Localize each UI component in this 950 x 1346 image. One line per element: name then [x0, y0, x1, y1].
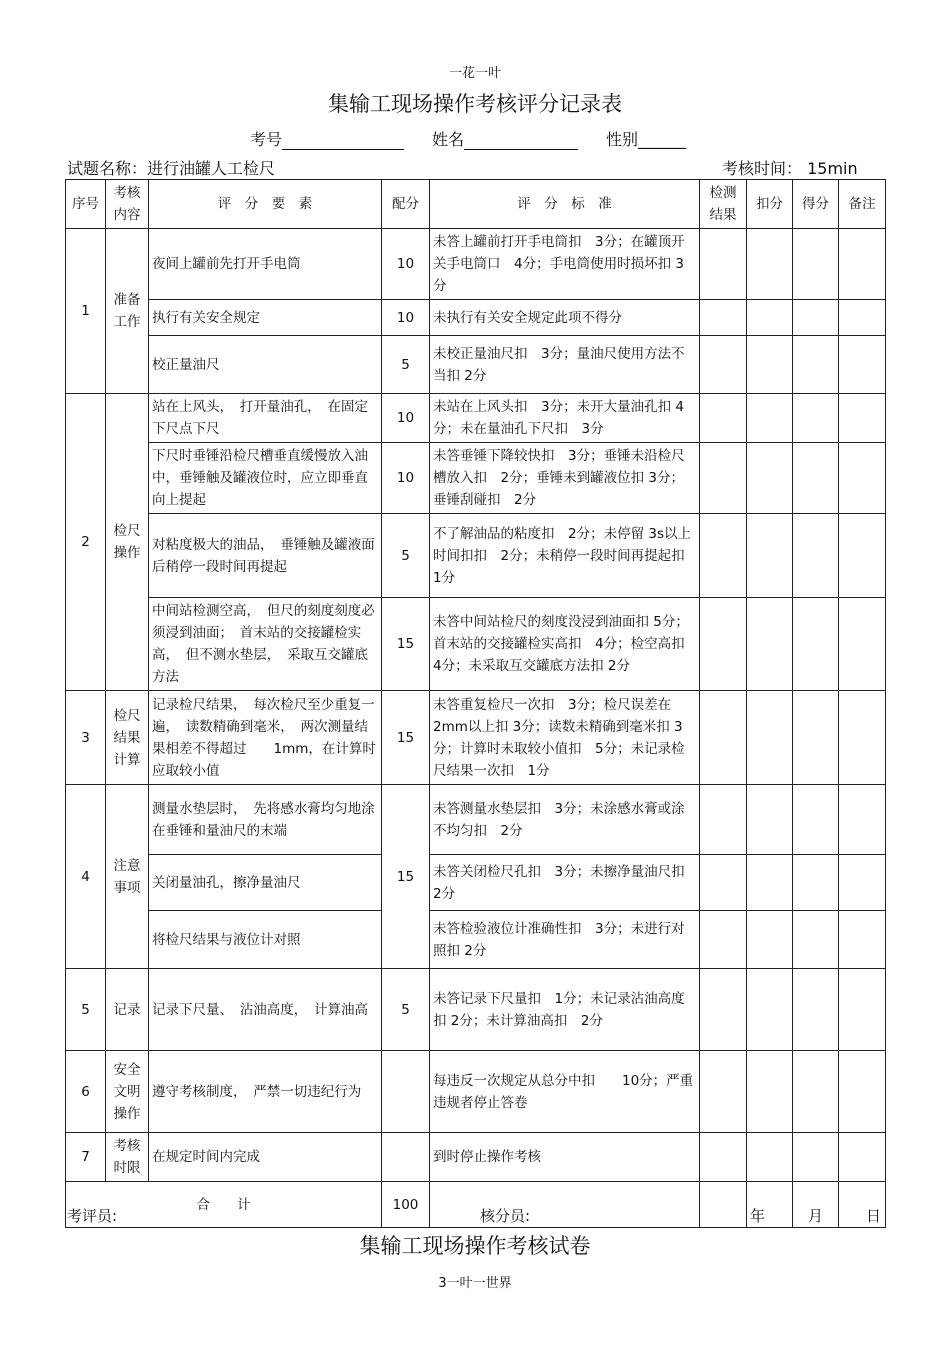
row-points: 10: [382, 394, 430, 443]
row-seq: 4: [66, 785, 106, 969]
row-standard: 未执行有关安全规定此项不得分: [430, 300, 700, 336]
row-standard: 未答垂锤下降较快扣 3分；垂锤未沿检尺槽放入扣 2分；垂锤未到罐液位扣 3分；垂锤刮碰扣 2分: [430, 443, 700, 514]
remark-cell[interactable]: [839, 598, 886, 691]
subject-title: 试题名称：进行油罐人工检尺: [67, 159, 276, 178]
result-cell[interactable]: [700, 1182, 747, 1228]
row-points: 5: [382, 514, 430, 598]
name-field: [432, 127, 578, 150]
year-label: 年: [750, 1207, 766, 1225]
row-element: 关闭量油孔，擦净量油尺: [149, 855, 382, 911]
deduct-cell[interactable]: [747, 229, 793, 300]
row-points: 10: [382, 443, 430, 514]
score-cell[interactable]: [793, 514, 839, 598]
remark-cell[interactable]: [839, 443, 886, 514]
time-limit: 考核时间： 15min: [722, 159, 858, 178]
header-points: 配分: [382, 180, 430, 229]
row-seq: 3: [66, 691, 106, 785]
deduct-cell[interactable]: [747, 691, 793, 785]
row-points: 10: [382, 300, 430, 336]
day-label: 日: [866, 1207, 882, 1225]
row-element: 在规定时间内完成: [149, 1133, 382, 1182]
table-row: [66, 514, 886, 598]
row-element: 测量水垫层时， 先将感水膏均匀地涂在垂锤和量油尺的末端: [149, 785, 382, 855]
result-cell[interactable]: [700, 855, 747, 911]
row-standard: 未答关闭检尺孔扣 3分；未擦净量油尺扣 2分: [430, 855, 700, 911]
header-result: 检测结果: [700, 180, 747, 229]
row-points: [382, 1051, 430, 1133]
row-points: 10: [382, 229, 430, 300]
header-elements: 评 分 要 素: [149, 180, 382, 229]
score-cell[interactable]: [793, 691, 839, 785]
row-seq: 7: [66, 1133, 106, 1182]
checker-label: 核分员:: [480, 1207, 531, 1225]
table-row: [66, 443, 886, 514]
header-remark: 备注: [839, 180, 886, 229]
total-points: 100: [382, 1182, 430, 1228]
table-row: [66, 336, 886, 394]
table-row: [66, 300, 886, 336]
examiner-label: 考评员:: [67, 1207, 118, 1225]
remark-cell[interactable]: [839, 785, 886, 855]
result-cell[interactable]: [700, 514, 747, 598]
remark-cell[interactable]: [839, 300, 886, 336]
table-row: [66, 855, 886, 911]
row-element: 站在上风头， 打开量油孔， 在固定下尺点下尺: [149, 394, 382, 443]
result-cell[interactable]: [700, 1051, 747, 1133]
result-cell[interactable]: [700, 785, 747, 855]
row-content: 检尺结果计算: [106, 691, 149, 785]
deduct-cell[interactable]: [747, 394, 793, 443]
deduct-cell[interactable]: [747, 336, 793, 394]
row-standard: 未答检验液位计准确性扣 3分；未进行对照扣 2分: [430, 911, 700, 969]
remark-cell[interactable]: [839, 514, 886, 598]
score-cell[interactable]: [793, 855, 839, 911]
row-content: 检尺操作: [106, 394, 149, 691]
remark-cell[interactable]: [839, 911, 886, 969]
row-element: 夜间上罐前先打开手电筒: [149, 229, 382, 300]
table-row: [66, 394, 886, 443]
result-cell[interactable]: [700, 598, 747, 691]
row-element: 中间站检测空高， 但尺的刻度刻度必须浸到油面； 首末站的交接罐检实高， 但不测水垫层， 采取互交罐底方法: [149, 598, 382, 691]
result-cell[interactable]: [700, 691, 747, 785]
deduct-cell[interactable]: [747, 598, 793, 691]
deduct-cell[interactable]: [747, 785, 793, 855]
score-cell[interactable]: [793, 911, 839, 969]
row-seq: 6: [66, 1051, 106, 1133]
month-label: 月: [808, 1207, 824, 1225]
row-standard: 未答中间站检尺的刻度没浸到油面扣 5分；首末站的交接罐检实高扣 4分；检空高扣 4分；未采取互交罐底方法扣 2分: [430, 598, 700, 691]
header-deduct: 扣分: [747, 180, 793, 229]
row-element: 下尺时垂锤沿检尺槽垂直缓慢放入油中，垂锤触及罐液位时，应立即垂直向上提起: [149, 443, 382, 514]
score-cell[interactable]: [793, 969, 839, 1051]
row-content: 记录: [106, 969, 149, 1051]
table-row: [66, 229, 886, 300]
row-seq: 1: [66, 229, 106, 394]
result-cell[interactable]: [700, 969, 747, 1051]
page-header-note: 一花一叶: [448, 66, 501, 81]
remark-cell[interactable]: [839, 1133, 886, 1182]
row-points: 15: [382, 785, 430, 969]
remark-cell[interactable]: [839, 855, 886, 911]
table-row: [66, 1051, 886, 1133]
page-footer-note: 3一叶一世界: [438, 1276, 512, 1291]
table-row: [66, 969, 886, 1051]
header-content: 考核内容: [106, 180, 149, 229]
header-seq: 序号: [66, 180, 106, 229]
row-standard: 未答重复检尺一次扣 3分；检尺误差在 2mm以上扣 3分；读数未精确到毫米扣 3分；计算时未取较小值扣 5分；未记录检尺结果一次扣 1分: [430, 691, 700, 785]
row-points: [382, 1133, 430, 1182]
remark-cell[interactable]: [839, 229, 886, 300]
result-cell[interactable]: [700, 443, 747, 514]
row-content: 安全文明操作: [106, 1051, 149, 1133]
deduct-cell[interactable]: [747, 1051, 793, 1133]
row-standard: 未站在上风头扣 3分；未开大量油孔扣 4分；未在量油孔下尺扣 3分: [430, 394, 700, 443]
deduct-cell[interactable]: [747, 911, 793, 969]
row-standard: 未答记录下尺量扣 1分；未记录沾油高度扣 2分；未计算油高扣 2分: [430, 969, 700, 1051]
deduct-cell[interactable]: [747, 969, 793, 1051]
header-standard: 评 分 标 准: [430, 180, 700, 229]
row-element: 遵守考核制度， 严禁一切违纪行为: [149, 1051, 382, 1133]
score-cell[interactable]: [793, 229, 839, 300]
exam-paper-title: 集输工现场操作考核试卷: [359, 1234, 591, 1258]
total-label: 合 计: [66, 1182, 382, 1228]
row-standard: 未校正量油尺扣 3分；量油尺使用方法不当扣 2分: [430, 336, 700, 394]
row-content: 注意事项: [106, 785, 149, 969]
remark-cell[interactable]: [839, 969, 886, 1051]
total-standard-cell: [430, 1182, 700, 1228]
name-blank: [464, 133, 578, 150]
deduct-cell[interactable]: [747, 855, 793, 911]
exam-number-field: [250, 127, 404, 150]
score-cell[interactable]: [793, 785, 839, 855]
score-cell[interactable]: [793, 1051, 839, 1133]
row-element: 对粘度极大的油品， 垂锤触及罐液面后稍停一段时间再提起: [149, 514, 382, 598]
exam-number-label: 考号: [250, 130, 283, 149]
header-score: 得分: [793, 180, 839, 229]
deduct-cell[interactable]: [747, 514, 793, 598]
row-points: 15: [382, 691, 430, 785]
result-cell[interactable]: [700, 336, 747, 394]
row-content: 准备工作: [106, 229, 149, 394]
row-points: 15: [382, 598, 430, 691]
table-header-row: [66, 180, 886, 229]
deduct-cell[interactable]: [747, 300, 793, 336]
row-points: 5: [382, 336, 430, 394]
deduct-cell[interactable]: [747, 1133, 793, 1182]
remark-cell[interactable]: [839, 336, 886, 394]
remark-cell[interactable]: [839, 691, 886, 785]
row-element: 记录检尺结果， 每次检尺至少重复一遍， 读数精确到毫米， 两次测量结果相差不得超过 1mm，在计算时应取较小值: [149, 691, 382, 785]
row-standard: 未答上罐前打开手电筒扣 3分；在罐顶开关手电筒口 4分；手电筒使用时损坏扣 3分: [430, 229, 700, 300]
remark-cell[interactable]: [839, 1051, 886, 1133]
row-points: 5: [382, 969, 430, 1051]
row-seq: 2: [66, 394, 106, 691]
result-cell[interactable]: [700, 229, 747, 300]
row-element: 将检尺结果与液位计对照: [149, 911, 382, 969]
row-element: 记录下尺量、 沾油高度， 计算油高: [149, 969, 382, 1051]
table-row: [66, 1133, 886, 1182]
score-cell[interactable]: [793, 336, 839, 394]
table-row: [66, 785, 886, 855]
name-label: 姓名: [432, 130, 465, 149]
result-cell[interactable]: [700, 300, 747, 336]
result-cell[interactable]: [700, 394, 747, 443]
row-seq: 5: [66, 969, 106, 1051]
deduct-cell[interactable]: [747, 443, 793, 514]
score-cell[interactable]: [793, 300, 839, 336]
row-standard: 不了解油品的粘度扣 2分；未停留 3s以上时间扣扣 2分；未稍停一段时间再提起扣 1分: [430, 514, 700, 598]
row-standard: 每违反一次规定从总分中扣 10分；严重违规者停止答卷: [430, 1051, 700, 1133]
result-cell[interactable]: [700, 1133, 747, 1182]
exam-number-blank: [282, 133, 404, 150]
score-cell[interactable]: [793, 394, 839, 443]
result-cell[interactable]: [700, 911, 747, 969]
remark-cell[interactable]: [839, 394, 886, 443]
gender-field: 性别______: [606, 130, 687, 149]
score-cell[interactable]: [793, 443, 839, 514]
table-row: [66, 691, 886, 785]
score-table: [65, 179, 886, 1228]
table-row: [66, 911, 886, 969]
row-element: 执行有关安全规定: [149, 300, 382, 336]
row-standard: 未答测量水垫层扣 3分；未涂感水膏或涂不均匀扣 2分: [430, 785, 700, 855]
score-cell[interactable]: [793, 598, 839, 691]
page-title: 集输工现场操作考核评分记录表: [328, 92, 622, 116]
row-content: 考核时限: [106, 1133, 149, 1182]
score-cell[interactable]: [793, 1133, 839, 1182]
table-row: [66, 598, 886, 691]
row-standard: 到时停止操作考核: [430, 1133, 700, 1182]
row-element: 校正量油尺: [149, 336, 382, 394]
